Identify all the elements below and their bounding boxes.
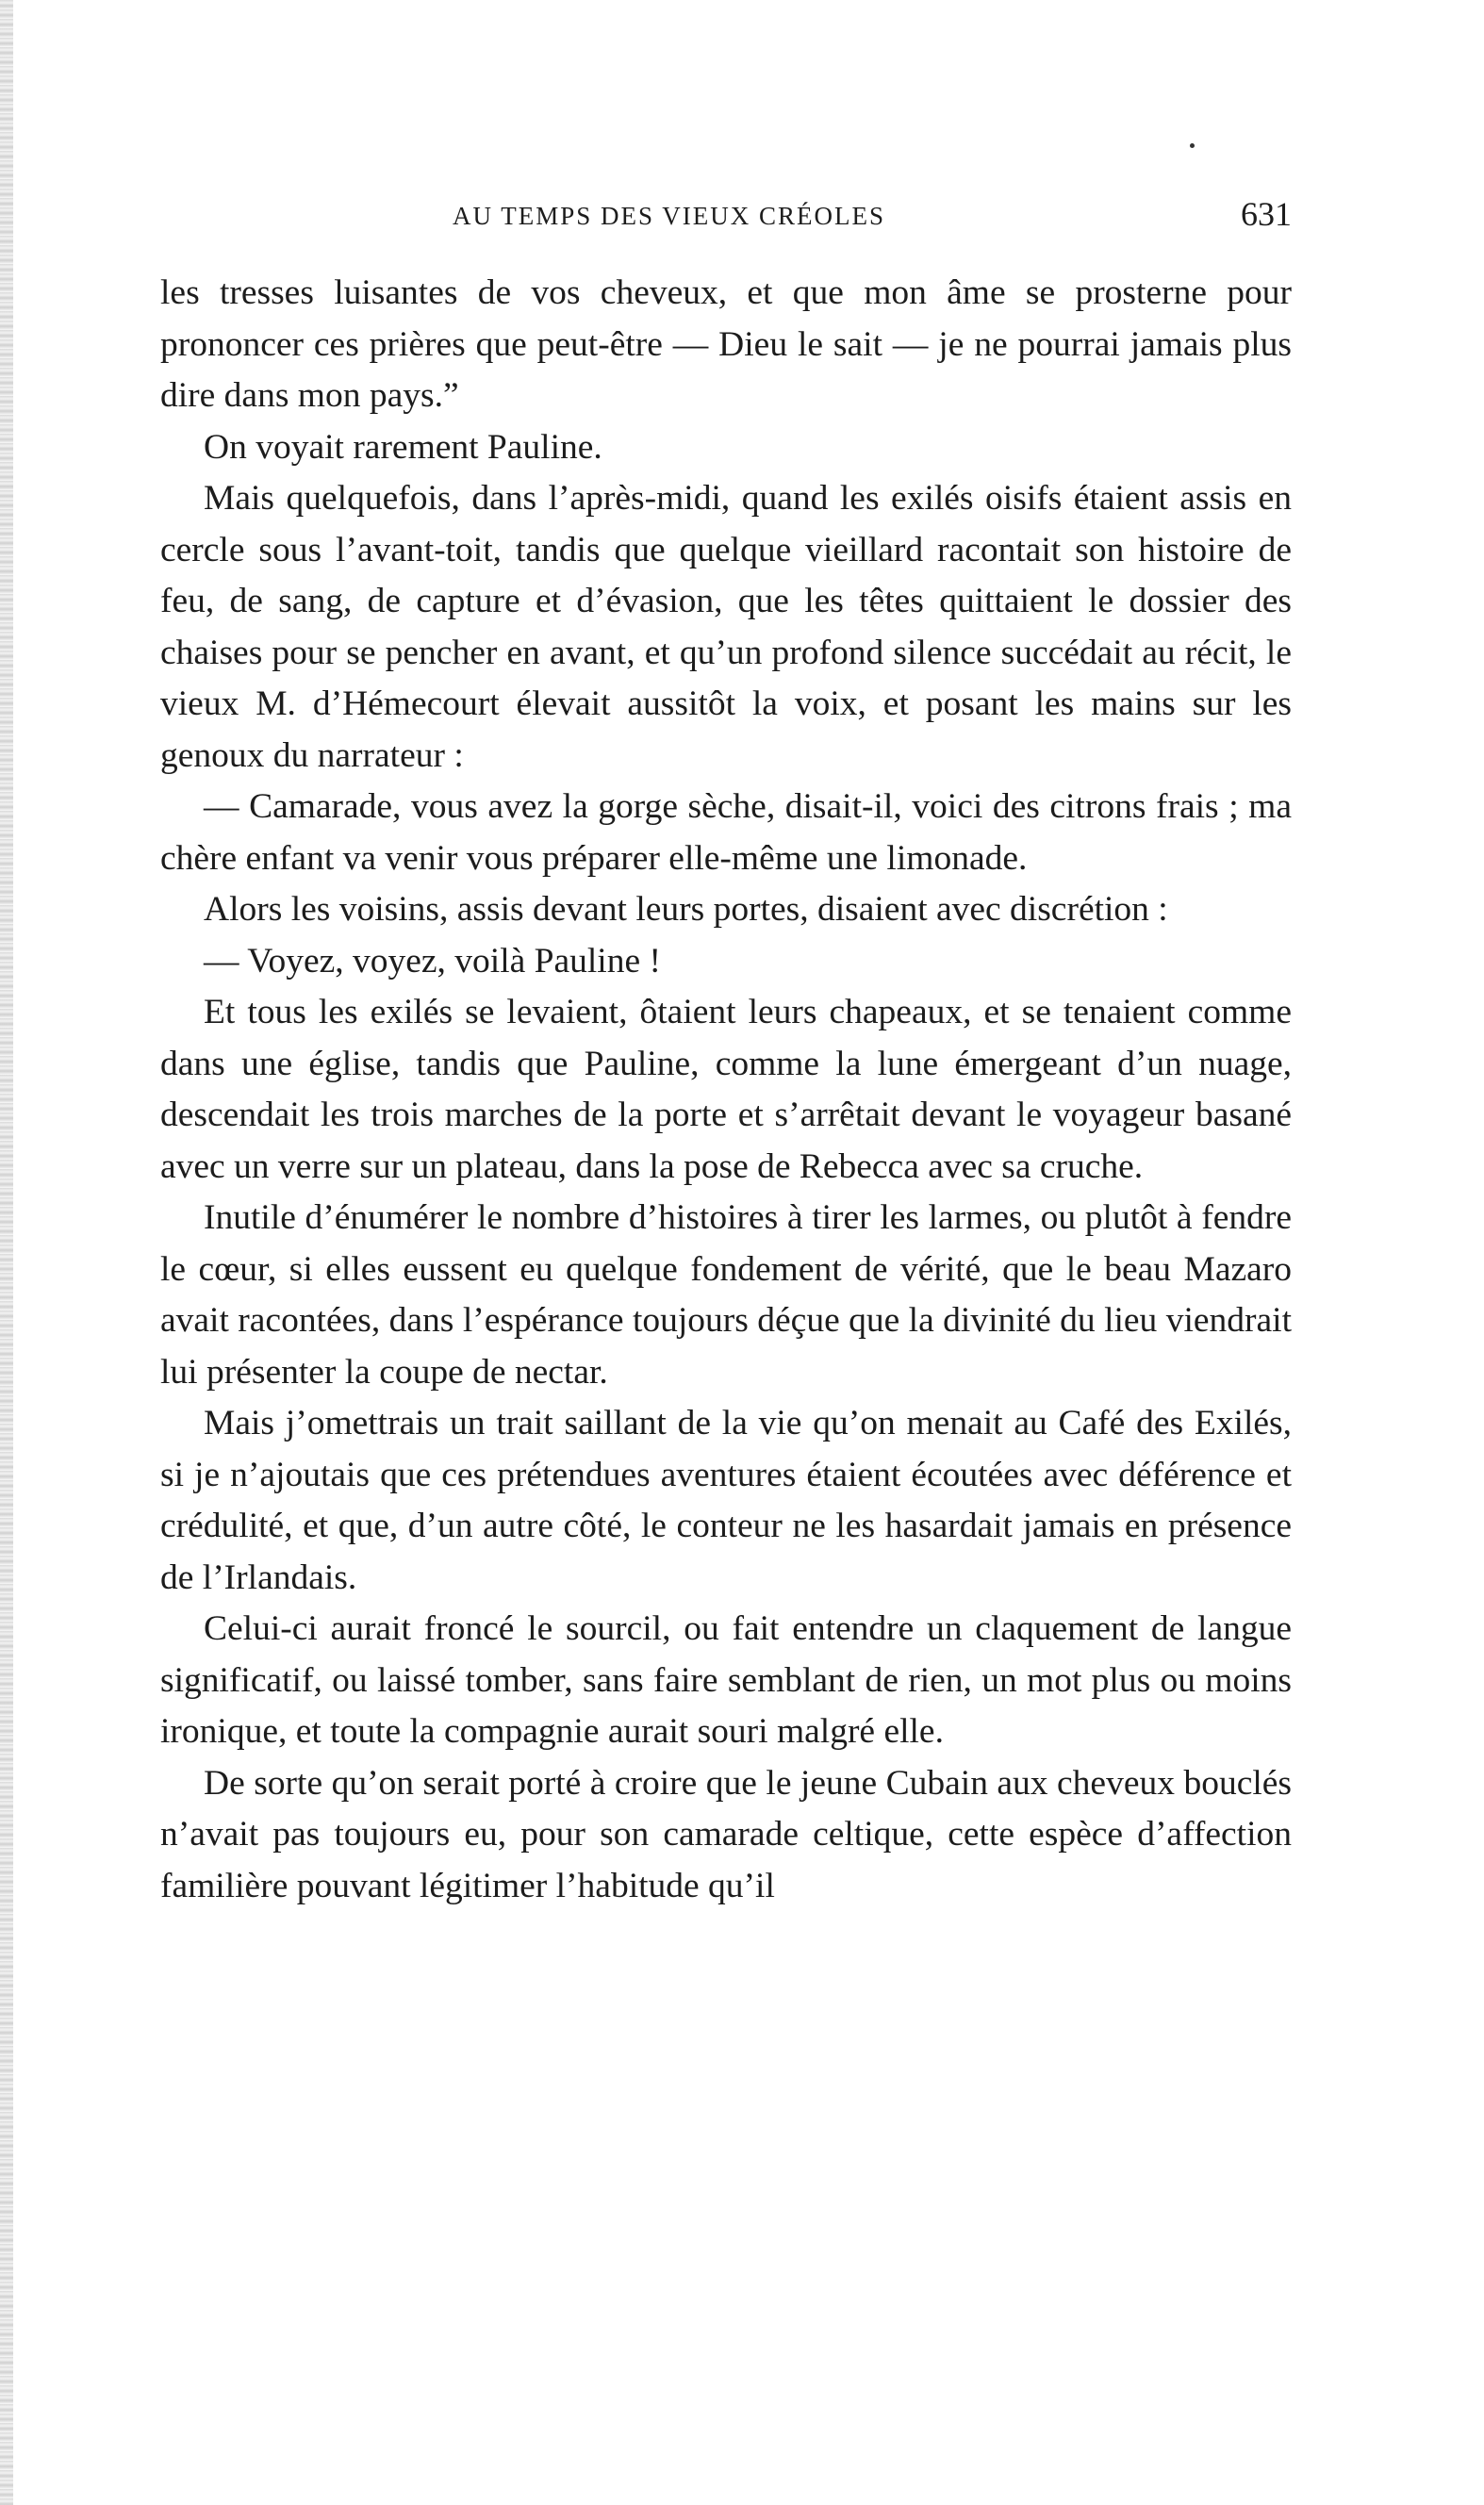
paragraph: Mais quelquefois, dans l’après-midi, quand les exilés oisifs étaient assis en cercle sous l’avant-toit, tandis que quelque vieillard racontait son histoire de feu, de sang, de capture et d’évasion, que les têtes quittaient le dossier des chaises pour se pencher en avant, et qu’un profond silence succédait au récit, le vieux M. d’Hémecourt élevait aussitôt la voix, et posant les mains sur les genoux du narrateur :: [160, 479, 1292, 775]
paragraph: Alors les voisins, assis devant leurs portes, disaient avec discrétion :: [204, 890, 1168, 929]
page-number: 631: [1241, 195, 1292, 233]
paragraph: On voyait rarement Pauline.: [204, 427, 602, 467]
binding-edge: [0, 0, 13, 2505]
page-header: [160, 189, 1292, 255]
paragraph: Inutile d’énumérer le nombre d’histoires à tirer les larmes, ou plutôt à fendre le cœur, si elles eussent eu quelque fondement de vérité, que le beau Mazaro avait racontées, dans l’espérance toujours déçue que la divinité du lieu viendrait lui présenter la coupe de nectar.: [160, 1198, 1292, 1392]
book-page: [160, 189, 1292, 1912]
paragraph-dialogue: — Camarade, vous avez la gorge sèche, disait-il, voici des citrons frais ; ma chère enfant va venir vous préparer elle-même une limonade.: [160, 787, 1292, 878]
paragraph: Celui-ci aurait froncé le sourcil, ou fait entendre un claquement de langue significatif, ou laissé tomber, sans faire semblant de rien, un mot plus ou moins ironique, et toute la compagnie aurait souri malgré elle.: [160, 1609, 1292, 1751]
paragraph: Et tous les exilés se levaient, ôtaient leurs chapeaux, et se tenaient comme dans une église, tandis que Pauline, comme la lune émergeant d’un nuage, descendait les trois marches de la porte et s’arrêtait devant le voyageur basané avec un verre sur un plateau, dans la pose de Rebecca avec sa cruche.: [160, 993, 1292, 1186]
paragraph-dialogue: — Voyez, voyez, voilà Pauline !: [204, 941, 661, 981]
body-text: [160, 268, 1292, 1912]
running-title: AU TEMPS DES VIEUX CRÉOLES: [453, 202, 886, 230]
paragraph: Mais j’omettrais un trait saillant de la vie qu’on menait au Café des Exilés, si je n’ajoutais que ces prétendues aventures étaient écoutées avec déférence et crédulité, et que, d’un autre côté, le conteur ne les hasardait jamais en présence de l’Irlandais.: [160, 1404, 1292, 1597]
print-speck: [1190, 143, 1195, 148]
paragraph: De sorte qu’on serait porté à croire que le jeune Cubain aux cheveux bouclés n’avait pas toujours eu, pour son camarade celtique, cette espèce d’affection familière pouvant légitimer l’habitude qu’il: [160, 1763, 1292, 1905]
paragraph-continued: les tresses luisantes de vos cheveux, et que mon âme se prosterne pour prononcer ces prières que peut-être — Dieu le sait — je ne pourrai jamais plus dire dans mon pays.”: [160, 273, 1292, 415]
